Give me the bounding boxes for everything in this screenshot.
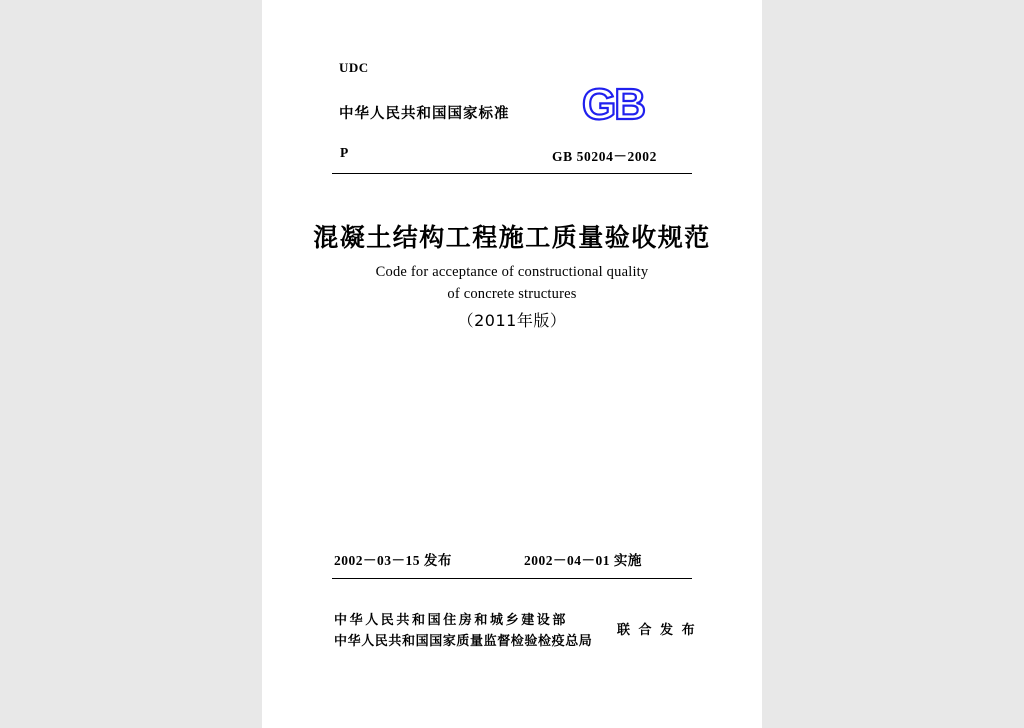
classification-code: P [340, 145, 349, 160]
issuer-line-2: 中华人民共和国国家质量监督检验检疫总局 [334, 634, 593, 649]
udc-label: UDC [339, 60, 369, 75]
version-note: （2011年版） [457, 311, 567, 330]
title-english-line2: of concrete structures [447, 286, 577, 302]
standard-number: GB 50204－2002 [552, 149, 657, 164]
gb-logo-icon [582, 83, 672, 127]
cover-page-content [262, 0, 762, 728]
svg-text:GB: GB [582, 83, 644, 127]
issuer-line-1: 中华人民共和国住房和城乡建设部 [334, 613, 569, 628]
national-standard-heading: 中华人民共和国国家标准 [339, 106, 510, 122]
effective-date: 2002－04－01 实施 [524, 553, 642, 568]
document-page [262, 0, 762, 728]
page-title: 混凝土结构工程施工质量验收规范 [313, 223, 711, 252]
joint-issue-label: 联 合 发 布 [617, 623, 697, 638]
issue-date: 2002－03－15 发布 [334, 553, 452, 568]
header-divider [332, 173, 692, 174]
footer-divider [332, 578, 692, 579]
title-english-line1: Code for acceptance of constructional quality [375, 264, 649, 280]
